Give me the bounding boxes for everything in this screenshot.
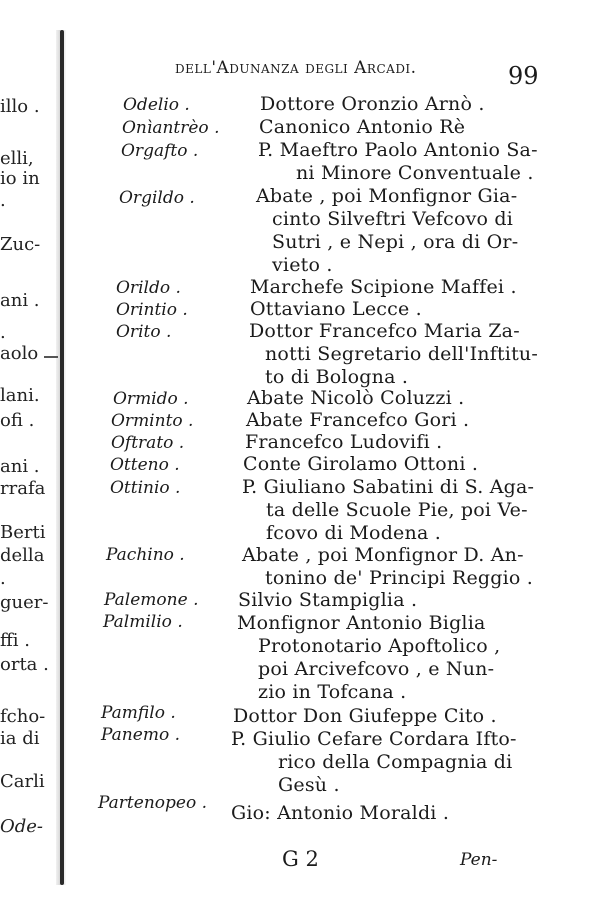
arcadian-name: Ormido . xyxy=(113,389,189,409)
member-name-continued: rico della Compagnia di xyxy=(278,751,513,773)
prev-page-fragment: . xyxy=(0,568,6,589)
arcadian-name: Orgildo . xyxy=(119,188,195,208)
member-name: Marchefe Scipione Maffei . xyxy=(250,276,517,298)
member-name: Abate , poi Monfignor Gia- xyxy=(256,185,518,207)
arcadian-name: Orminto . xyxy=(111,411,194,431)
member-name: Dottor Don Giufeppe Cito . xyxy=(233,705,497,727)
prev-page-fragment: ofi . xyxy=(0,410,35,431)
prev-page-fragment: elli, xyxy=(0,148,34,169)
member-name-continued: zio in Tofcana . xyxy=(258,681,407,703)
ink-dash xyxy=(44,356,58,358)
member-name: Gio: Antonio Moraldi . xyxy=(231,802,450,824)
member-name: Monfignor Antonio Biglia xyxy=(237,612,486,634)
prev-page-fragment: Ode- xyxy=(0,816,44,837)
member-name: Dottore Oronzio Arnò . xyxy=(260,93,485,115)
member-name: Silvio Stampiglia . xyxy=(238,589,418,611)
member-name: Abate Nicolò Coluzzi . xyxy=(247,387,465,409)
prev-page-fragment: Berti xyxy=(0,522,46,543)
member-name-continued: tonino de' Principi Reggio . xyxy=(265,567,534,589)
member-name: Francefco Ludovifi . xyxy=(245,431,443,453)
page-number: 99 xyxy=(508,62,539,90)
arcadian-name: Orildo . xyxy=(116,278,181,298)
arcadian-name: Panemo . xyxy=(101,725,180,745)
member-name: P. Giulio Cefare Cordara Ifto- xyxy=(231,728,517,750)
member-name-continued: Gesù . xyxy=(278,774,340,796)
prev-page-fragment: ia di xyxy=(0,728,40,749)
member-name: P. Maeftro Paolo Antonio Sa- xyxy=(258,139,538,161)
prev-page-fragment: fcho- xyxy=(0,706,46,727)
member-name-continued: notti Segretario dell'Inftitu- xyxy=(265,343,538,365)
prev-page-fragment: Carli xyxy=(0,771,45,792)
member-name: Abate , poi Monfignor D. An- xyxy=(242,544,524,566)
member-name: Abate Francefco Gori . xyxy=(246,409,470,431)
prev-page-fragment: . xyxy=(0,190,6,211)
arcadian-name: Palemone . xyxy=(104,590,199,610)
prev-page-fragment: lani. xyxy=(0,385,40,406)
member-name: Ottaviano Lecce . xyxy=(250,298,422,320)
signature-mark: G 2 xyxy=(282,847,319,871)
arcadian-name: Partenopeo . xyxy=(98,793,207,813)
arcadian-name: Pamfilo . xyxy=(101,703,176,723)
gutter-line xyxy=(60,30,64,885)
member-name-continued: Protonotario Apoftolico , xyxy=(258,635,501,657)
member-name-continued: fcovo di Modena . xyxy=(266,522,441,544)
arcadian-name: Palmilio . xyxy=(103,612,183,632)
member-name: P. Giuliano Sabatini di S. Aga- xyxy=(242,476,535,498)
prev-page-fragment: io in xyxy=(0,168,40,189)
prev-page-fragment: guer- xyxy=(0,592,49,613)
prev-page-fragment: Zuc- xyxy=(0,234,41,255)
arcadian-name: Orintio . xyxy=(116,300,188,320)
arcadian-name: Pachino . xyxy=(106,545,185,565)
prev-page-fragment: ani . xyxy=(0,456,40,477)
catchword: Pen- xyxy=(460,850,498,870)
prev-page-fragment: ani . xyxy=(0,290,40,311)
prev-page-fragment: . xyxy=(0,322,6,343)
prev-page-fragment: rrafa xyxy=(0,478,46,499)
prev-page-fragment: della xyxy=(0,545,45,566)
member-name-continued: cinto Silveftri Vefcovo di xyxy=(272,208,514,230)
arcadian-name: Ottinio . xyxy=(110,478,181,498)
member-name-continued: vieto . xyxy=(272,254,333,276)
arcadian-name: Orito . xyxy=(116,322,172,342)
prev-page-fragment: ffi . xyxy=(0,630,30,651)
arcadian-name: Oftrato . xyxy=(111,433,185,453)
arcadian-name: Onìantrèo . xyxy=(122,118,220,138)
member-name: Canonico Antonio Rè xyxy=(259,116,466,138)
member-name-continued: to di Bologna . xyxy=(265,366,409,388)
member-name-continued: ta delle Scuole Pie, poi Ve- xyxy=(266,499,528,521)
member-name-continued: Sutri , e Nepi , ora di Or- xyxy=(272,231,519,253)
member-name-continued: poi Arcivefcovo , e Nun- xyxy=(258,658,495,680)
prev-page-fragment: illo . xyxy=(0,96,40,117)
prev-page-fragment: aolo xyxy=(0,343,39,364)
running-head: dell'Adunanza degli Arcadi. xyxy=(175,58,417,78)
member-name-continued: ni Minore Conventuale . xyxy=(296,162,534,184)
prev-page-fragment: orta . xyxy=(0,654,49,675)
arcadian-name: Odelio . xyxy=(123,95,190,115)
arcadian-name: Otteno . xyxy=(110,455,180,475)
arcadian-name: Orgafto . xyxy=(121,141,199,161)
member-name: Conte Girolamo Ottoni . xyxy=(243,453,479,475)
member-name: Dottor Francefco Maria Za- xyxy=(249,320,520,342)
